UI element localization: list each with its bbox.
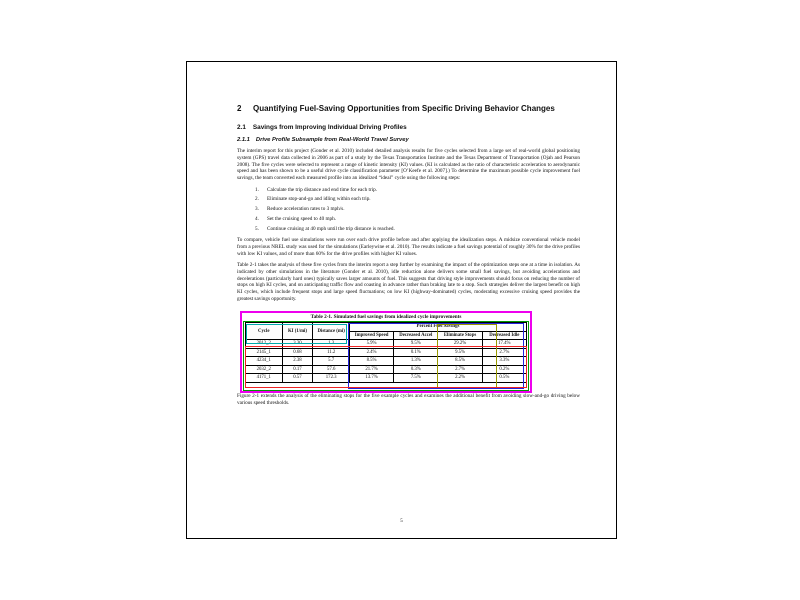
list-item-text: Continue cruising at 40 mph until the trip distance is reached. <box>267 225 395 232</box>
col-header-cycle: Cycle <box>246 323 283 340</box>
table-cell: 2.4% <box>349 348 393 357</box>
subsubsection-number: 2.1.1 <box>237 137 250 144</box>
table-row <box>246 357 527 366</box>
table-cell: 57.6 <box>313 365 350 374</box>
section-heading <box>237 104 580 114</box>
table-cell: 2.7% <box>482 348 526 357</box>
table-cell: 13.7% <box>349 374 393 383</box>
subsubsection-heading <box>237 137 580 143</box>
table-cell: 8.5% <box>438 357 482 366</box>
table-cell: 2012_2 <box>246 340 283 349</box>
table-cell: 2.38 <box>282 357 313 366</box>
subheader-improved-speed: Improved Speed <box>349 331 393 340</box>
subsection-heading <box>237 124 580 131</box>
table-caption: Table 2-1. Simulated fuel savings from idealized cycle improvements <box>310 314 462 321</box>
subheader-decreased-accel: Decreased Accel <box>394 331 438 340</box>
table-cell: 9.5% <box>438 348 482 357</box>
table-cell: 3.3% <box>482 357 526 366</box>
table-cell: 2032_2 <box>246 365 283 374</box>
table-cell: 3.30 <box>282 340 313 349</box>
fuel-savings-table <box>245 322 527 383</box>
section-title: Quantifying Fuel-Saving Opportunities from Specific Driving Behavior Changes <box>253 104 555 113</box>
table-cell: 0.2% <box>482 365 526 374</box>
list-item <box>255 187 580 194</box>
paragraph-intro: The interim report for this project (Gonder et al. 2010) included detailed analysis results for five cycles selected from a large set of real-world global positioning system (GPS) travel data collected in 2006 as part of a study by the Texas Transportation Institute and the Texas Department of Transportation (Ojah and Pearson 2008). The five cycles were selected to represent a range of kinetic intensity (KI) values. (KI is calculated as the ratio of characteristic acceleration to aerodynamic speed and has been shown to be a useful drive cycle classification parameter [O’Keefe et al. 2007].) To determine the maximum possible cycle improvement fuel savings, the team converted each measured profile into an idealized “ideal” cycle using the following steps: <box>237 148 580 182</box>
subheader-decreased-idle: Decreased Idle <box>482 331 526 340</box>
list-item-text: Eliminate stop-and-go and idling within each trip. <box>267 196 371 203</box>
table-cell: 2.7% <box>438 365 482 374</box>
table-cell: 0.17 <box>282 365 313 374</box>
table-cell: 1.3% <box>394 357 438 366</box>
page-content <box>237 104 580 406</box>
list-item-number: 3. <box>255 206 259 213</box>
list-item-text: Calculate the trip distance and end time for each trip. <box>267 186 378 193</box>
table-row <box>246 348 527 357</box>
table-cell: 0.3% <box>394 365 438 374</box>
table-row <box>246 340 527 349</box>
table-row <box>246 374 527 383</box>
list-item <box>255 206 580 213</box>
table-cell: 1.3 <box>313 340 350 349</box>
table-cell: 5.9% <box>349 340 393 349</box>
list-item-number: 1. <box>255 186 259 193</box>
table-cell: 0.68 <box>282 348 313 357</box>
table-cell: 5.7 <box>313 357 350 366</box>
subsection-title: Savings from Improving Individual Driving Profiles <box>252 124 407 132</box>
table-cell: 0.1% <box>394 348 438 357</box>
paragraph-simulation-results: To compare, vehicle fuel use simulations were run over each drive profile before and after applying the idealization steps. A midsize conventional vehicle model from a previous NREL study was used for the simulations (Earleywine et al. 2010). The results indicate a fuel savings potential of roughly 30% for the drive profiles with low KI values, and of more than 60% for the drive profiles with higher KI values. <box>237 237 580 257</box>
paragraph-table-discussion: Table 2-1 takes the analysis of these five cycles from the interim report a step further by examining the impact of the optimization steps one at a time in isolation. As indicated by other simulations in the literature (Gonder et al. 2010), idle reduction alone delivers some small fuel savings, but avoiding accelerations and decelerations (particularly hard ones) typically saves larger amounts of fuel. This suggests that driving style improvements should focus on reducing the number of stops on high KI cycles, and on anticipating traffic flow and coasting in advance rather than braking late to a stop. Such strategies deliver the largest benefit on high KI cycles, which include frequent stops and large speed fluctuations; on low KI (highway-dominated) cycles, moderating excessive cruising speed provides the greatest savings opportunity. <box>237 262 580 302</box>
list-item <box>255 226 580 233</box>
table-row <box>246 365 527 374</box>
table-cell: 17.4% <box>482 340 526 349</box>
subsubsection-title: Drive Profile Subsample from Real-World Travel Survey <box>255 137 409 144</box>
list-item <box>255 196 580 203</box>
document-page <box>186 61 617 539</box>
table-cell: 2.2% <box>438 374 482 383</box>
table-cell: 29.2% <box>438 340 482 349</box>
table-cell: 0.5% <box>482 374 526 383</box>
list-item-number: 5. <box>255 225 259 232</box>
subsection-number: 2.1 <box>237 124 246 132</box>
paragraph-figure-intro: Figure 2-1 extends the analysis of the eliminating stops for the five example cycles and examines the additional benefit from avoiding slow-and-go driving below various speed thresholds. <box>237 392 580 406</box>
table-cell: 172.3 <box>313 374 350 383</box>
list-item-number: 2. <box>255 196 259 203</box>
table-cell: 21.7% <box>349 365 393 374</box>
col-header-ki: KI (1/mi) <box>282 323 313 340</box>
table-cell: 11.2 <box>313 348 350 357</box>
subheader-eliminate-stops: Eliminate Stops <box>438 331 482 340</box>
list-item-number: 4. <box>255 215 259 222</box>
table-cell: 0.57 <box>282 374 313 383</box>
section-number: 2 <box>237 104 242 113</box>
table-region <box>245 314 527 383</box>
col-header-distance: Distance (mi) <box>313 323 350 340</box>
table-cell: 4171_1 <box>246 374 283 383</box>
table-cell: 9.5% <box>394 340 438 349</box>
col-group-header: Percent Fuel Savings <box>349 323 526 332</box>
list-item <box>255 216 580 223</box>
table-cell: 7.5% <box>394 374 438 383</box>
table-header-row <box>246 323 527 332</box>
table-cell: 2145_1 <box>246 348 283 357</box>
page-number: 5 <box>400 519 403 524</box>
list-item-text: Reduce acceleration rates to 3 mph/s. <box>267 206 345 213</box>
idealization-steps-list <box>255 187 580 233</box>
table-cell: 8.5% <box>349 357 393 366</box>
list-item-text: Set the cruising speed to 40 mph. <box>267 215 337 222</box>
table-cell: 4234_1 <box>246 357 283 366</box>
